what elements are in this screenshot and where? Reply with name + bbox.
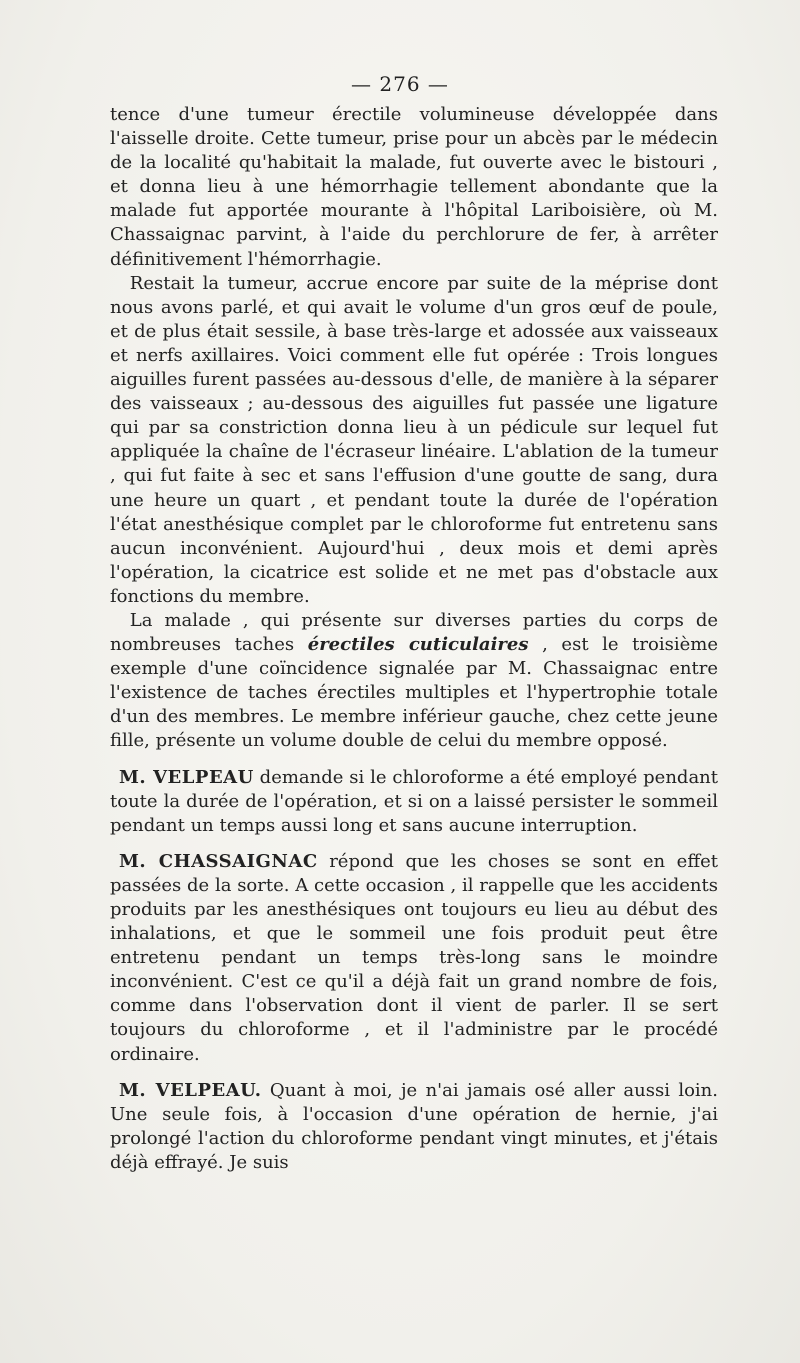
paragraph-patient bbox=[110, 609, 718, 754]
paragraph-patient-emphasis: érectiles cuticulaires bbox=[307, 634, 529, 656]
speaker-name: M. VELPEAU. bbox=[119, 1079, 262, 1101]
speech-text: Quant à moi, je n'ai jamais osé aller aussi loin. Une seule fois, à l'occasion d'une opération de hernie, j'ai prolongé l'action du chloroforme pendant vingt minutes, et j'étais déjà effrayé. Je suis bbox=[110, 1079, 718, 1173]
paragraph-operation: Restait la tumeur, accrue encore par suite de la méprise dont nous avons parlé, et qui avait le volume d'un gros œuf de poule, et de plus était sessile, à base très-large et adossée aux vaisseaux et nerfs axillaires. Voici comment elle fut opérée : Trois longues aiguilles furent passées au-dessous d'elle, de manière à la séparer des vaisseaux ; au-dessous des aiguilles fut passée une ligature qui par sa constriction donna lieu à un pédicule sur lequel fut appliquée la chaîne de l'écraseur linéaire. L'ablation de la tumeur , qui fut faite à sec et sans l'effusion d'une goutte de sang, dura une heure un quart , et pendant toute la durée de l'opération l'état anesthésique complet par le chloroforme fut entretenu sans aucun inconvénient. Aujourd'hui , deux mois et demi après l'opération, la cicatrice est solide et ne met pas d'obstacle aux fonctions du membre. bbox=[110, 272, 718, 607]
speaker-name: M. CHASSAIGNAC bbox=[119, 850, 318, 872]
speaker-name: M. VELPEAU bbox=[119, 766, 254, 788]
paragraph-patient-text-a: La malade , qui présente sur diverses parties du corps de nombreuses taches bbox=[110, 609, 718, 656]
paragraph-chassaignac-reply bbox=[110, 850, 718, 1067]
paragraph-patient-text-b: , est le troisième exemple d'une coïncidence signalée par M. Chassaignac entre l'existence de taches érectiles multiples et l'hypertrophie totale d'un des membres. Le membre inférieur gauche, chez cette jeune fille, présente un volume double de celui du membre opposé. bbox=[110, 634, 718, 752]
paragraph-velpeau-remark bbox=[110, 1079, 718, 1175]
page-number: — 276 — bbox=[351, 72, 449, 96]
speech-text: demande si le chloroforme a été employé pendant toute la durée de l'opération, et si on a laissé persister le sommeil pendant un temps aussi long et sans aucune interruption. bbox=[110, 766, 719, 836]
paragraph-continuation: tence d'une tumeur érectile volumineuse développée dans l'aisselle droite. Cette tumeur, prise pour un abcès par le médecin de la localité qu'habitait la malade, fut ouverte avec le bistouri , et donna lieu à une hémorrhagie tellement abondante que la malade fut apportée mourante à l'hôpital Lariboisière, où M. Chassaignac parvint, à l'aide du perchlorure de fer, à arrêter définitivement l'hémorrhagie. bbox=[110, 104, 718, 270]
paragraph-velpeau-question bbox=[110, 766, 718, 838]
body-text bbox=[110, 103, 718, 1175]
speech-text: répond que les choses se sont en effet passées de la sorte. A cette occasion , il rappelle que les accidents produits par les anesthésiques ont toujours eu lieu au début des inhalations, et que le sommeil une fois produit peut être entretenu pendant un temps très-long sans le moindre inconvénient. C'est ce qu'il a déjà fait un grand nombre de fois, comme dans l'observation dont il vient de parler. Il se sert toujours du chloroforme , et il l'administre par le procédé ordinaire. bbox=[110, 850, 718, 1065]
